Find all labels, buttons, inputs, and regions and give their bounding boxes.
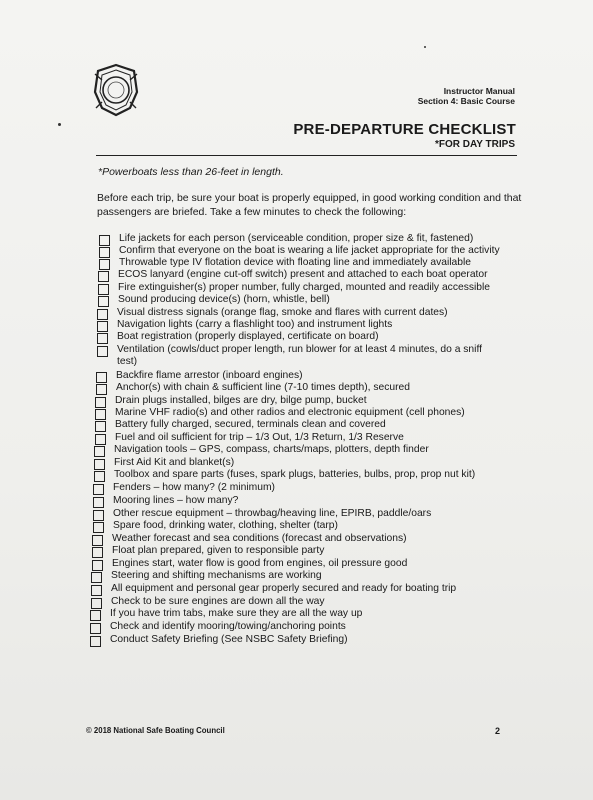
- checkbox[interactable]: [90, 636, 101, 647]
- checkbox[interactable]: [94, 459, 105, 470]
- checkbox[interactable]: [97, 321, 108, 332]
- checklist-item-label: Other rescue equipment – throwbag/heaving line, EPIRB, paddle/oars: [113, 508, 432, 519]
- checklist-item-label: Engines start, water flow is good from engines, oil pressure good: [112, 558, 408, 569]
- checkbox[interactable]: [94, 446, 105, 457]
- checklist-item-label: Confirm that everyone on the boat is wearing a life jacket appropriate for the activity: [119, 245, 500, 256]
- checklist-item-label: Throwable type IV flotation device with floating line and immediately available: [119, 257, 472, 268]
- checkbox[interactable]: [91, 572, 102, 583]
- checkbox[interactable]: [92, 535, 103, 546]
- page-subtitle: *FOR DAY TRIPS: [434, 139, 515, 150]
- page-title: PRE-DEPARTURE CHECKLIST: [293, 121, 516, 138]
- checkbox[interactable]: [90, 610, 101, 621]
- section-name: Section 4: Basic Course: [417, 96, 515, 106]
- checklist-item-label: Ventilation (cowls/duct proper length, run blower for at least 4 minutes, do a sniff: [117, 344, 482, 355]
- checkbox[interactable]: [95, 421, 106, 432]
- checklist-item-label: Steering and shifting mechanisms are working: [111, 570, 322, 581]
- checklist-item-label: Check to be sure engines are down all the way: [111, 596, 325, 607]
- checklist-item-label: ECOS lanyard (engine cut-off switch) present and attached to each boat operator: [118, 269, 488, 280]
- checklist-item-label: Mooring lines – how many?: [113, 495, 239, 506]
- checkbox[interactable]: [93, 484, 104, 495]
- checkbox[interactable]: [98, 284, 109, 295]
- checkbox[interactable]: [99, 235, 110, 246]
- checklist-item-label: Drain plugs installed, bilges are dry, bilge pump, bucket: [115, 395, 367, 406]
- checklist-item-label: Sound producing device(s) (horn, whistle, bell): [118, 294, 330, 305]
- checklist-item-label: Fuel and oil sufficient for trip – 1/3 Out, 1/3 Return, 1/3 Reserve: [115, 432, 404, 443]
- paper-speck: [58, 123, 61, 126]
- checklist-item-label: Toolbox and spare parts (fuses, spark plugs, batteries, bulbs, prop, prop nut kit): [114, 469, 476, 480]
- checklist-item-label: Conduct Safety Briefing (See NSBC Safety Briefing): [110, 634, 348, 645]
- checkbox[interactable]: [93, 522, 104, 533]
- paper-speck: [424, 46, 426, 48]
- checkbox[interactable]: [92, 560, 103, 571]
- checkbox[interactable]: [99, 259, 110, 270]
- checklist-item-label: All equipment and personal gear properly secured and ready for boating trip: [111, 583, 457, 594]
- checklist-item-label: Weather forecast and sea conditions (forecast and observations): [112, 533, 407, 544]
- checkbox[interactable]: [90, 623, 101, 634]
- checkbox[interactable]: [95, 434, 106, 445]
- checkbox[interactable]: [92, 547, 103, 558]
- powerboat-note: *Powerboats less than 26-feet in length.: [98, 166, 284, 178]
- checklist-item-label: Spare food, drinking water, clothing, shelter (tarp): [113, 520, 338, 531]
- checkbox[interactable]: [93, 510, 104, 521]
- checklist-item-label: Marine VHF radio(s) and other radios and electronic equipment (cell phones): [115, 407, 465, 418]
- nsbc-logo: [90, 62, 142, 118]
- checklist-item-label: Anchor(s) with chain & sufficient line (7-10 times depth), secured: [116, 382, 410, 393]
- checklist-item-label: First Aid Kit and blanket(s): [114, 457, 235, 468]
- checkbox[interactable]: [97, 333, 108, 344]
- checklist-item-label: Navigation lights (carry a flashlight too) and instrument lights: [117, 319, 393, 330]
- manual-name: Instructor Manual: [443, 86, 515, 96]
- checkbox[interactable]: [96, 384, 107, 395]
- intro-paragraph: Before each trip, be sure your boat is properly equipped, in good working condition and that passengers are briefed. Take a few minutes to check the following:: [97, 192, 522, 218]
- checklist-item-label: Fenders – how many? (2 minimum): [113, 482, 275, 493]
- checklist-item-label: Navigation tools – GPS, compass, charts/maps, plotters, depth finder: [114, 444, 429, 455]
- checklist-item-label: Battery fully charged, secured, terminals clean and covered: [115, 419, 386, 430]
- checklist-item-label: Life jackets for each person (serviceable condition, proper size & fit, fastened): [119, 233, 474, 244]
- checklist-item-label: Backfire flame arrestor (inboard engines): [116, 370, 303, 381]
- checklist-item-label: Float plan prepared, given to responsible party: [112, 545, 325, 556]
- checkbox[interactable]: [98, 296, 109, 307]
- checkbox[interactable]: [99, 247, 110, 258]
- checkbox[interactable]: [97, 346, 108, 357]
- checkbox[interactable]: [96, 372, 107, 383]
- checklist-item-label-continued: test): [117, 356, 138, 367]
- checkbox[interactable]: [94, 471, 105, 482]
- checklist-item-label: Visual distress signals (orange flag, smoke and flares with current dates): [117, 307, 448, 318]
- manual-header: [418, 86, 515, 106]
- checkbox[interactable]: [97, 309, 108, 320]
- checkbox[interactable]: [93, 497, 104, 508]
- page-number: 2: [495, 726, 501, 736]
- checkbox[interactable]: [91, 585, 102, 596]
- checkbox[interactable]: [91, 598, 102, 609]
- checklist-item-label: Check and identify mooring/towing/anchoring points: [110, 621, 346, 632]
- checklist-item-label: Fire extinguisher(s) proper number, fully charged, mounted and readily accessible: [118, 282, 491, 293]
- copyright-footer: © 2018 National Safe Boating Council: [86, 726, 225, 735]
- checkbox[interactable]: [95, 397, 106, 408]
- checklist-item-label: If you have trim tabs, make sure they are all the way up: [110, 608, 363, 619]
- checkbox[interactable]: [98, 271, 109, 282]
- checkbox[interactable]: [95, 409, 106, 420]
- title-rule: [96, 155, 517, 156]
- checklist-item-label: Boat registration (properly displayed, certificate on board): [117, 331, 379, 342]
